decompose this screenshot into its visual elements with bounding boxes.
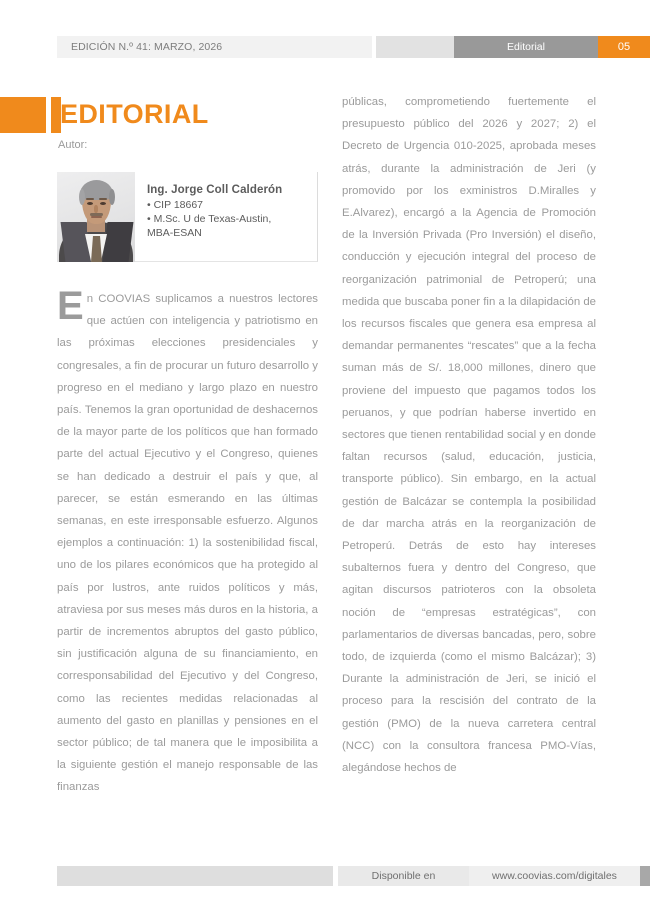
page-title: EDITORIAL <box>60 99 209 129</box>
portrait-hair-side-right <box>109 189 115 205</box>
author-credential-1: • CIP 18667 <box>147 199 204 211</box>
logo-square-icon <box>0 97 46 133</box>
right-column-text: públicas, comprometiendo fuertemente el presupuesto público del 2026 y 2027; 2) el Decreto de Urgencia 010-2025, aprobada meses atrás, durante la administración de Jeri (y promovido por los exministros D.Miralles y E.Alvarez), encargó a la Agencia de Promoción de la Inversión Privada (Pro Inversión) el diseño, conducción y ejecución integral del proceso de reorganización patrimonial de Petroperú; una medida que buscaba poner fin a la dilapidación de los recursos fiscales que genera esa empresa al demandar permanentes “rescates” que a la fecha suman más de S/. 18,000 millones, dinero que proviene del impuesto que pagamos todos los peruanos, y que podrían haberse invertido en sectores que tienen rentabilidad social y en donde faltan recursos (salud, educación, justicia, transporte público). Sin embargo, en la actual gestión de Balcázar se contempla la posibilidad de dar marcha atrás en la reorganización de Petroperú. Detrás de esto hay intereses subalternos fuera y dentro del Congreso, que agitan discursos patrioteros con la obsoleta noción de “empresas estratégicas”, con parlamentarios de diversas bancadas, pero, sobre todo, de izquierda (como el mismo Balcázar); 3) Durante la administración de Jeri, se inició el proceso para la rescisión del contrato de la gestión (PMO) de la nueva carretera central (NCC) con la consultora francesa PMO-Vías, alegándose hechos de <box>342 96 596 775</box>
author-credential-2-continued: MBA-ESAN <box>147 227 202 239</box>
left-column-text: n COOVIAS suplicamos a nuestros lectores que actúen con inteligencia y patriotismo en las próximas elecciones presidenciales y congresales, a fin de procurar un futuro desarrollo y progreso en el mediano y largo plazo en nuestro país. Tenemos la gran oportunidad de deshacernos de la mayor parte de los políticos que han formado parte del actual Ejecutivo y el Congreso, quienes se han dedicado a destruir el país y que, al parecer, se están esmerando en las últimas semanas, en este irresponsable esfuerzo. Algunos ejemplos a continuación: 1) la sostenibilidad fiscal, uno de los pilares económicos que ha protegido al país por lustros, ante ruidos políticos y más, atraviesa por sus meses más duros en la historia, a partir de incrementos abruptos del gasto público, sin justificación alguna de su financiamiento, en corresponsabilidad del Ejecutivo y del Congreso, como las recientes medidas relacionadas al aumento del gasto en planillas y pensiones en el sector público; de tal manera que le imposibilita a la siguiente gestión el manejo responsable de las finanzas <box>57 293 318 794</box>
page-header-bar <box>57 36 650 58</box>
portrait-mouth <box>91 216 102 218</box>
article-left-column <box>57 284 318 799</box>
portrait-eye-right <box>100 202 106 205</box>
author-info <box>135 172 317 261</box>
article-right-column <box>342 91 596 779</box>
author-credential-2: • M.Sc. U de Texas-Austin, <box>147 213 272 225</box>
footer-available-label: Disponible en <box>338 866 469 886</box>
right-column-paragraph <box>342 91 596 779</box>
footer-end-block <box>640 866 650 886</box>
page-footer-bar <box>57 866 650 886</box>
portrait-eyebrow-left <box>86 198 94 200</box>
section-label: Editorial <box>454 36 598 58</box>
edition-label: EDICIÓN N.º 41: MARZO, 2026 <box>57 36 372 58</box>
author-name: Ing. Jorge Coll Calderón <box>147 184 283 196</box>
drop-cap: E <box>57 284 84 328</box>
page-number-badge: 05 <box>598 36 650 58</box>
left-column-paragraph <box>57 284 318 799</box>
author-label: Autor: <box>58 139 88 151</box>
portrait-eye-left <box>87 202 93 205</box>
author-photo <box>57 172 135 262</box>
footer-blank-block <box>57 866 333 886</box>
portrait-hair-side-left <box>79 189 85 205</box>
portrait-eyebrow-right <box>99 198 107 200</box>
portrait-nose <box>94 205 98 213</box>
portrait-suit-lapel-right <box>103 222 134 262</box>
author-card <box>57 172 318 262</box>
footer-url[interactable]: www.coovias.com/digitales <box>469 866 640 886</box>
header-light-block <box>376 36 454 58</box>
